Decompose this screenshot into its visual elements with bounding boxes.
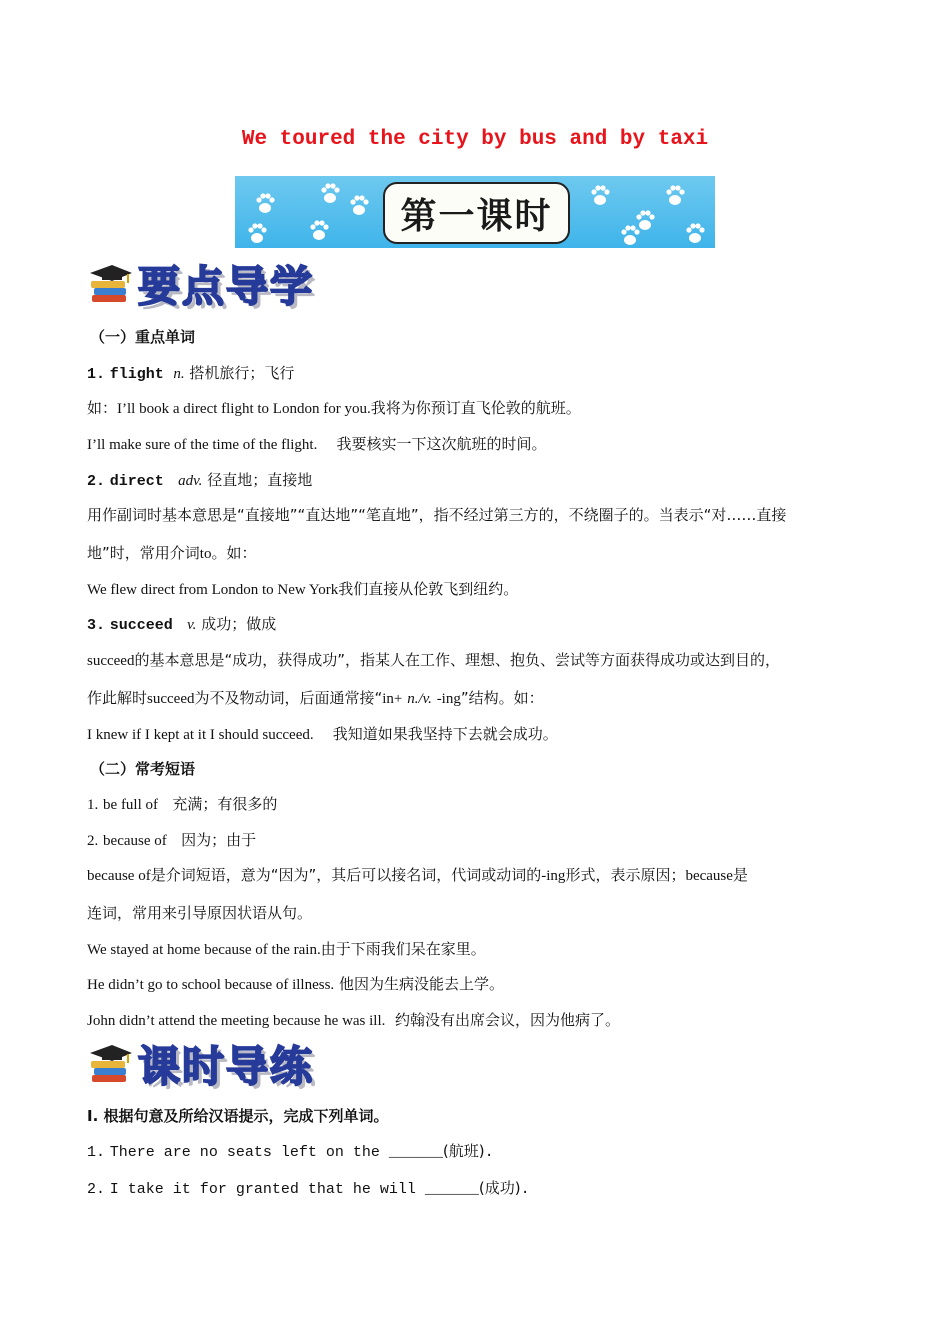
- example-cn: 由于下雨我们呆在家里。: [320, 940, 486, 958]
- word-pos: adv.: [178, 473, 203, 489]
- section-heading-text: 要点导学: [138, 262, 315, 311]
- example-sentence: [87, 397, 581, 418]
- note-text: 为不及物动词，后面通常接“: [194, 689, 383, 707]
- phrase-because-of: [87, 829, 256, 850]
- example-en: We stayed at home because of the rain.: [87, 942, 321, 958]
- example-cn: 我知道如果我坚持下去就会成功。: [332, 725, 558, 743]
- example-sentence: [87, 973, 504, 994]
- note-term: in+: [382, 691, 403, 707]
- exercise-heading: I. 根据句意及所给汉语提示，完成下列单词。: [87, 1107, 389, 1125]
- question-text: There are no seats left on the ______: [109, 1144, 443, 1161]
- word-term: direct: [109, 473, 164, 490]
- section-heading-practice: [88, 1038, 314, 1090]
- word-pos: n.: [173, 366, 185, 382]
- example-sentence: [87, 938, 486, 959]
- exercise-question: [87, 1140, 494, 1161]
- exercise-question: [87, 1177, 530, 1198]
- example-en: I’ll make sure of the time of the flight.: [87, 437, 318, 453]
- example-en: I’ll book a direct flight to London for you.: [117, 401, 371, 417]
- example-cn: 我要核实一下这次航班的时间。: [336, 435, 547, 453]
- section-heading-study: [88, 258, 314, 310]
- phrase-num: 1.: [87, 797, 99, 813]
- word-num: 1.: [87, 366, 106, 383]
- sub-heading-words: （一）重点单词: [90, 328, 196, 346]
- note-term: to: [199, 546, 212, 562]
- word-direct: [87, 469, 312, 490]
- usage-note: [87, 687, 544, 708]
- phrase-meaning: 因为；由于: [181, 831, 257, 849]
- question-num: 2.: [87, 1181, 106, 1198]
- word-meaning: 径直地；直接地: [207, 471, 313, 489]
- question-end: .: [520, 1181, 530, 1198]
- question-end: .: [484, 1144, 494, 1161]
- banner-label: 第一课时: [383, 182, 570, 244]
- example-en: John didn’t attend the meeting because he was ill.: [87, 1013, 386, 1029]
- usage-note: [87, 542, 256, 563]
- phrase-meaning: 充满；有很多的: [172, 795, 278, 813]
- word-num: 2.: [87, 473, 106, 490]
- word-flight: [87, 362, 294, 383]
- word-meaning: 成功；做成: [201, 615, 277, 633]
- example-en: We flew direct from London to New York: [87, 582, 339, 598]
- example-prefix: 如：: [87, 399, 118, 417]
- word-succeed: [87, 613, 276, 634]
- phrase-num: 2.: [87, 833, 99, 849]
- example-sentence: [87, 723, 558, 744]
- word-term: succeed: [109, 617, 173, 634]
- note-text: ”结构。如：: [460, 689, 544, 707]
- note-term: because: [685, 868, 733, 884]
- note-text: 是: [732, 866, 748, 884]
- question-hint: (航班): [442, 1142, 485, 1160]
- usage-note: 用作副词时基本意思是“直接地”“直达地”“笔直地”，指不经过第三方的，不绕圈子的。当表示“对……直接: [87, 506, 787, 524]
- note-term: -ing: [541, 868, 566, 884]
- phrase-be-full-of: [87, 793, 277, 814]
- note-term: succeed: [87, 653, 135, 669]
- section-heading-text: 课时导练: [138, 1042, 315, 1091]
- sub-heading-phrases: （二）常考短语: [90, 760, 196, 778]
- example-cn: 他因为生病没能去上学。: [338, 975, 504, 993]
- usage-note: [87, 864, 748, 885]
- note-term: because of: [87, 868, 151, 884]
- example-en: I knew if I kept at it I should succeed.: [87, 727, 314, 743]
- phrase-term: be full of: [103, 797, 159, 813]
- note-text: 地”时，常用介词: [87, 544, 200, 562]
- example-sentence: [87, 1009, 620, 1030]
- word-pos: v.: [187, 617, 197, 633]
- example-cn: 我将为你预订直飞伦敦的航班。: [370, 399, 581, 417]
- note-term: -ing: [436, 691, 461, 707]
- example-sentence: [87, 578, 518, 599]
- usage-note: 连词，常用来引导原因状语从句。: [87, 904, 313, 922]
- graduation-books-icon: [88, 1041, 134, 1087]
- question-text: I take it for granted that he will ______: [109, 1181, 479, 1198]
- usage-note: [87, 649, 780, 670]
- word-term: flight: [109, 366, 164, 383]
- word-num: 3.: [87, 617, 106, 634]
- example-en: He didn’t go to school because of illness.: [87, 977, 335, 993]
- lesson-banner: [235, 176, 715, 248]
- graduation-books-icon: [88, 261, 134, 307]
- note-text: 。如：: [211, 544, 257, 562]
- page-title: We toured the city by bus and by taxi: [241, 128, 709, 151]
- question-num: 1.: [87, 1144, 106, 1161]
- example-sentence: [87, 433, 546, 454]
- phrase-term: because of: [103, 833, 167, 849]
- note-term: n./v.: [407, 691, 432, 707]
- note-text: 的基本意思是“成功，获得成功”，指某人在工作、理想、抱负、尝试等方面获得成功或达到目的，: [134, 651, 781, 669]
- note-text: 作此解时: [87, 689, 148, 707]
- question-hint: (成功): [478, 1179, 521, 1197]
- example-cn: 我们直接从伦敦飞到纽约。: [338, 580, 519, 598]
- note-text: 形式，表示原因；: [565, 866, 686, 884]
- example-cn: 约翰没有出席会议，因为他病了。: [394, 1011, 620, 1029]
- note-text: 是介词短语，意为“因为”，其后可以接名词，代词或动词的: [150, 866, 542, 884]
- note-term: succeed: [147, 691, 195, 707]
- word-meaning: 搭机旅行；飞行: [189, 364, 295, 382]
